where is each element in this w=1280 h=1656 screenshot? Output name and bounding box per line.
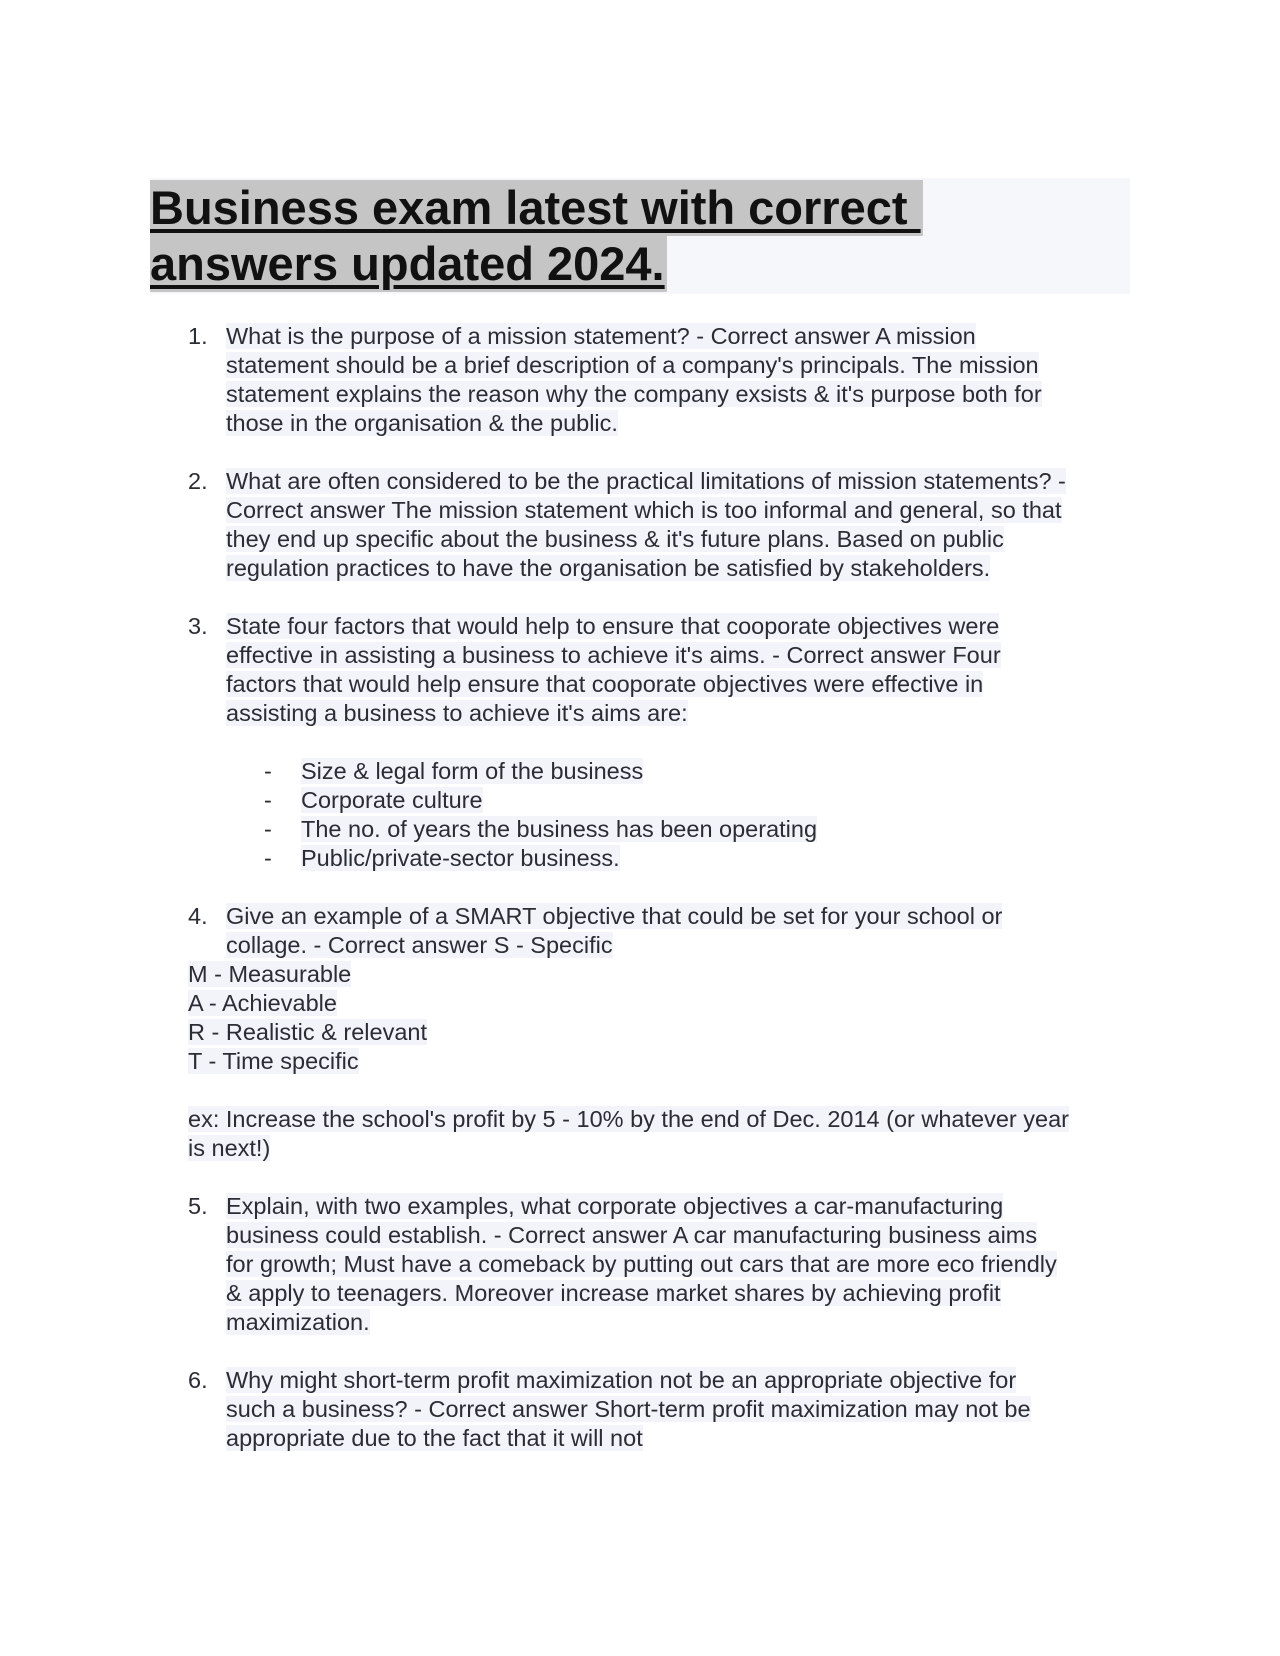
item-text-line: assisting a business to achieve it's aims are: — [226, 700, 688, 726]
item-text-line: factors that would help ensure that cooporate objectives were effective in — [226, 671, 984, 697]
sub-item-text: The no. of years the business has been operating — [301, 816, 818, 842]
item-text-line: Give an example of a SMART objective that could be set for your school or — [226, 903, 1003, 929]
item-text-line: appropriate due to the fact that it will not — [226, 1425, 643, 1451]
question-item-2 — [150, 467, 1135, 583]
smart-line: A - Achievable — [188, 990, 337, 1016]
item-text-line: What is the purpose of a mission statement? - Correct answer A mission — [226, 323, 976, 349]
question-item-4 — [150, 902, 1135, 1163]
sub-item-text: Corporate culture — [301, 787, 483, 813]
sub-item-text: Public/private-sector business. — [301, 845, 620, 871]
item-text-line: business could establish. - Correct answer A car manufacturing business aims — [226, 1222, 1038, 1248]
item-text-line: & apply to teenagers. Moreover increase market shares by achieving profit — [226, 1280, 1001, 1306]
example-line: ex: Increase the school's profit by 5 - 10% by the end of Dec. 2014 (or whatever year — [188, 1106, 1069, 1132]
item-text-line: State four factors that would help to ensure that cooporate objectives were — [226, 613, 1000, 639]
item-text-line: those in the organisation & the public. — [226, 410, 618, 436]
smart-example — [188, 1105, 1135, 1163]
smart-line: M - Measurable — [188, 961, 352, 987]
item-text-line: Why might short-term profit maximization not be an appropriate objective for — [226, 1367, 1017, 1393]
item-text-line: for growth; Must have a comeback by putting out cars that are more eco friendly — [226, 1251, 1057, 1277]
item-text-line: collage. - Correct answer S - Specific — [226, 932, 613, 958]
item-number: 2. — [188, 468, 208, 494]
question-item-1 — [150, 322, 1135, 438]
item-text-line: What are often considered to be the practical limitations of mission statements? - — [226, 468, 1066, 494]
item-text-line: Correct answer The mission statement which is too informal and general, so that — [226, 497, 1062, 523]
question-list — [150, 322, 1135, 1482]
title-line-2: answers updated 2024. — [150, 237, 665, 290]
question-item-6 — [150, 1366, 1135, 1453]
example-line: is next!) — [188, 1135, 271, 1161]
smart-breakdown — [188, 960, 1135, 1076]
item-number: 3. — [188, 613, 208, 639]
document-title — [150, 178, 1130, 294]
item-text-line: statement should be a brief description of a company's principals. The mission — [226, 352, 1039, 378]
item-text-line: effective in assisting a business to achieve it's aims. - Correct answer Four — [226, 642, 1001, 668]
question-item-3 — [150, 612, 1135, 873]
item-text-line: such a business? - Correct answer Short-term profit maximization may not be — [226, 1396, 1031, 1422]
question-item-5 — [150, 1192, 1135, 1337]
item-number: 6. — [188, 1367, 208, 1393]
item-text-line: maximization. — [226, 1309, 370, 1335]
factor-sub-list — [226, 757, 1135, 873]
sub-item-text: Size & legal form of the business — [301, 758, 644, 784]
dash-bullet: - — [264, 758, 272, 784]
sub-list-item — [226, 844, 1135, 873]
item-text-line: statement explains the reason why the company exsists & it's purpose both for — [226, 381, 1042, 407]
dash-bullet: - — [264, 787, 272, 813]
item-text-line: they end up specific about the business & it's future plans. Based on public — [226, 526, 1004, 552]
smart-line: R - Realistic & relevant — [188, 1019, 427, 1045]
item-number: 1. — [188, 323, 208, 349]
item-text-line: regulation practices to have the organisation be satisfied by stakeholders. — [226, 555, 991, 581]
item-text-line: Explain, with two examples, what corporate objectives a car-manufacturing — [226, 1193, 1004, 1219]
item-number: 5. — [188, 1193, 208, 1219]
sub-list-item — [226, 757, 1135, 786]
smart-line: T - Time specific — [188, 1048, 359, 1074]
dash-bullet: - — [264, 816, 272, 842]
sub-list-item — [226, 786, 1135, 815]
dash-bullet: - — [264, 845, 272, 871]
title-line-1: Business exam latest with correct — [150, 181, 921, 234]
sub-list-item — [226, 815, 1135, 844]
item-number: 4. — [188, 903, 208, 929]
